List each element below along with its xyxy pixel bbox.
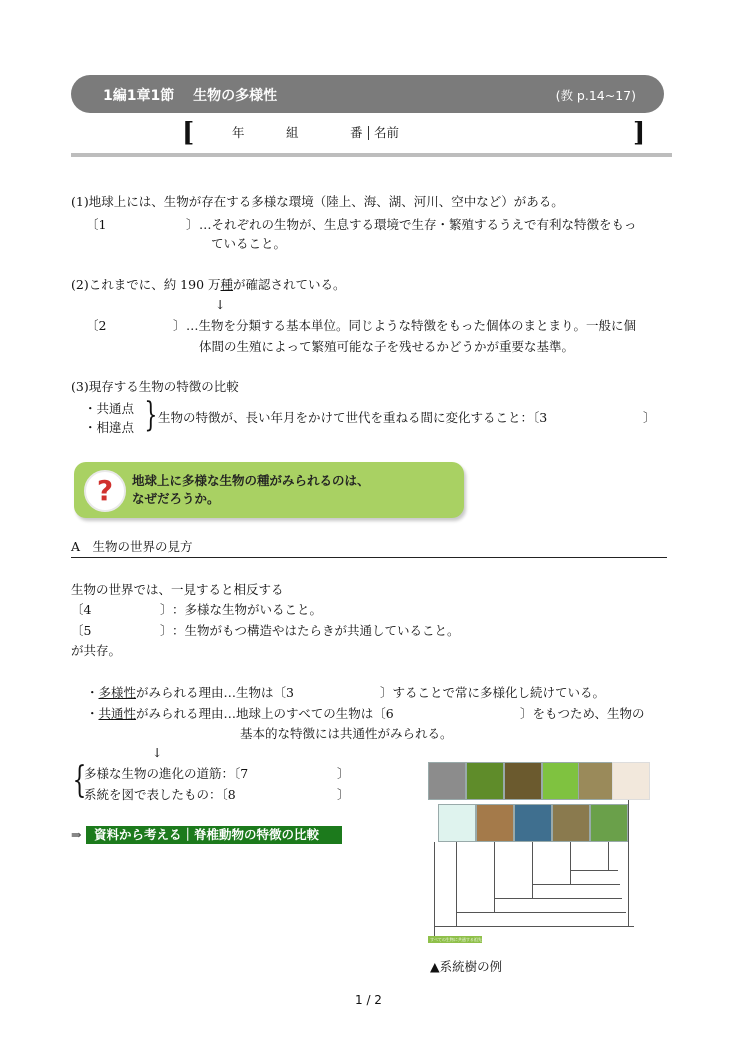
blank-1-open: 〔1	[86, 217, 107, 232]
s2-line3: 体間の生殖によって繁殖可能な子を残せるかどうかが重要な基準。	[199, 339, 575, 354]
question-line2: なぜだろうか。	[132, 491, 220, 506]
clownfish-photo	[514, 804, 552, 842]
year-label: 年	[232, 125, 245, 140]
tree-branch	[628, 800, 629, 926]
cucumber-photo	[466, 762, 504, 800]
blank-4-close: 〕	[160, 602, 173, 617]
blank-2-open: 〔2	[86, 318, 107, 333]
figure-caption: ▲系統樹の例	[430, 959, 503, 974]
blank-1-close: 〕	[186, 217, 199, 232]
textbook-pages: (教 p.14~17)	[555, 88, 636, 103]
tree-branch	[608, 842, 609, 870]
s2-line2: …生物を分類する基本単位。同じような特徴をもった個体のまとまり。一般に個	[186, 318, 637, 333]
euglena-photo	[438, 804, 476, 842]
tree-branch	[570, 842, 571, 884]
blank-8-text: 系統を図で表したもの：〔8	[84, 787, 236, 802]
frog-photo	[542, 762, 580, 800]
blank-8-close: 〕	[337, 787, 350, 802]
header-rule	[71, 153, 672, 157]
reason-commonality-close: 〕をもつため、生物の	[520, 706, 645, 721]
tree-branch	[532, 842, 533, 898]
a-line1: 生物の世界では、一見すると相反する	[71, 582, 284, 597]
reason-commonality-mid: がみられる理由…地球上のすべての生物は〔6	[136, 706, 394, 721]
class-label: 組	[286, 125, 299, 140]
tree-branch	[494, 842, 495, 912]
right-brace-icon: }	[144, 395, 158, 435]
down-arrow-icon: ↓	[152, 745, 163, 760]
s2-line1	[71, 276, 346, 294]
bullet: ・	[86, 706, 99, 721]
reason-diversity	[86, 684, 294, 702]
bullet: ・	[86, 685, 99, 700]
question-mark-icon: ?	[96, 474, 114, 507]
left-brace-icon: {	[72, 760, 87, 801]
section-a-heading: A 生物の世界の見方	[71, 539, 193, 554]
question-line1: 地球上に多様な生物の種がみられるのは、	[132, 473, 370, 488]
reason-diversity-mid: がみられる理由…生物は〔3	[136, 685, 294, 700]
beetle-photo	[504, 762, 542, 800]
blank-2-close: 〕	[173, 318, 186, 333]
section-a-rule	[71, 557, 667, 558]
blank-4-open: 〔4	[71, 602, 92, 617]
s3-heading: (3)現存する生物の特徴の比較	[71, 379, 239, 394]
question-circle	[84, 470, 126, 512]
name-divider	[368, 126, 369, 140]
question-callout	[74, 462, 464, 518]
sparrow-photo	[578, 762, 616, 800]
right-arrow-icon: ⇒	[71, 827, 82, 842]
s3-difference-point: ・相違点	[84, 420, 135, 435]
tree-branch	[570, 870, 618, 871]
tree-branch	[434, 926, 634, 927]
blank-5-text: ：生物がもつ構造やはたらきが共通していること。	[172, 623, 460, 638]
blank-3-close: 〕	[643, 410, 656, 425]
snake-photo	[552, 804, 590, 842]
s1-line1: (1)地球上には、生物が存在する多様な環境（陸上、海、湖、河川、空中など）がある。	[71, 194, 564, 209]
s1-line2: …それぞれの生物が、生息する環境で生存・繁殖するうえで有利な特徴をもっ	[199, 217, 637, 232]
question-text	[132, 472, 370, 508]
blank-7-text: 多様な生物の進化の道筋：〔7	[84, 766, 249, 781]
page-number: 1 / 2	[355, 993, 382, 1007]
blank-5-close: 〕	[160, 623, 173, 638]
s1-line3: ていること。	[211, 236, 287, 251]
s2-species-underlined: 種	[220, 277, 234, 292]
reason-commonality	[86, 705, 394, 723]
microbe-photo	[428, 762, 466, 800]
down-arrow-icon: ↓	[215, 297, 226, 312]
blank-4-text: ：多様な生物がいること。	[172, 602, 323, 617]
diversity-underlined: 多様性	[98, 685, 137, 700]
resource-label: 資料から考える｜脊椎動物の特徴の比較	[86, 826, 342, 844]
blank-5-open: 〔5	[71, 623, 92, 638]
phylogenetic-tree-figure	[428, 762, 644, 952]
tree-branch	[456, 842, 457, 926]
s3-line: 生物の特徴が、長い年月をかけて世代を重ねる間に変化すること：〔3	[158, 410, 548, 425]
s2-line1-pre: (2)これまでに、約 190 万	[71, 277, 221, 292]
mushroom-photo	[476, 804, 514, 842]
s3-common-point: ・共通点	[84, 401, 135, 416]
tree-root-label: すべての生物に共通する祖先	[430, 937, 482, 942]
baby-photo	[612, 762, 650, 800]
horse-photo	[590, 804, 628, 842]
blank-7-close: 〕	[337, 766, 350, 781]
reason-diversity-close: 〕することで常に多様化し続けている。	[380, 685, 606, 700]
s2-line1-post: が確認されている。	[233, 277, 346, 292]
name-bracket-close: ]	[633, 118, 646, 148]
tree-branch	[532, 884, 620, 885]
commonality-underlined: 共通性	[98, 706, 137, 721]
number-label: 番	[350, 125, 363, 140]
reason-commonality-line2: 基本的な特徴には共通性がみられる。	[240, 726, 453, 741]
name-bracket-open: [	[182, 118, 195, 148]
coexist-text: が共存。	[71, 643, 122, 658]
tree-branch	[456, 912, 626, 913]
tree-branch	[494, 898, 622, 899]
chapter-header	[71, 75, 664, 113]
name-label: 名前	[374, 125, 400, 140]
chapter-title: 1編1章1節 生物の多様性	[103, 88, 278, 104]
tree-branch	[434, 842, 435, 936]
